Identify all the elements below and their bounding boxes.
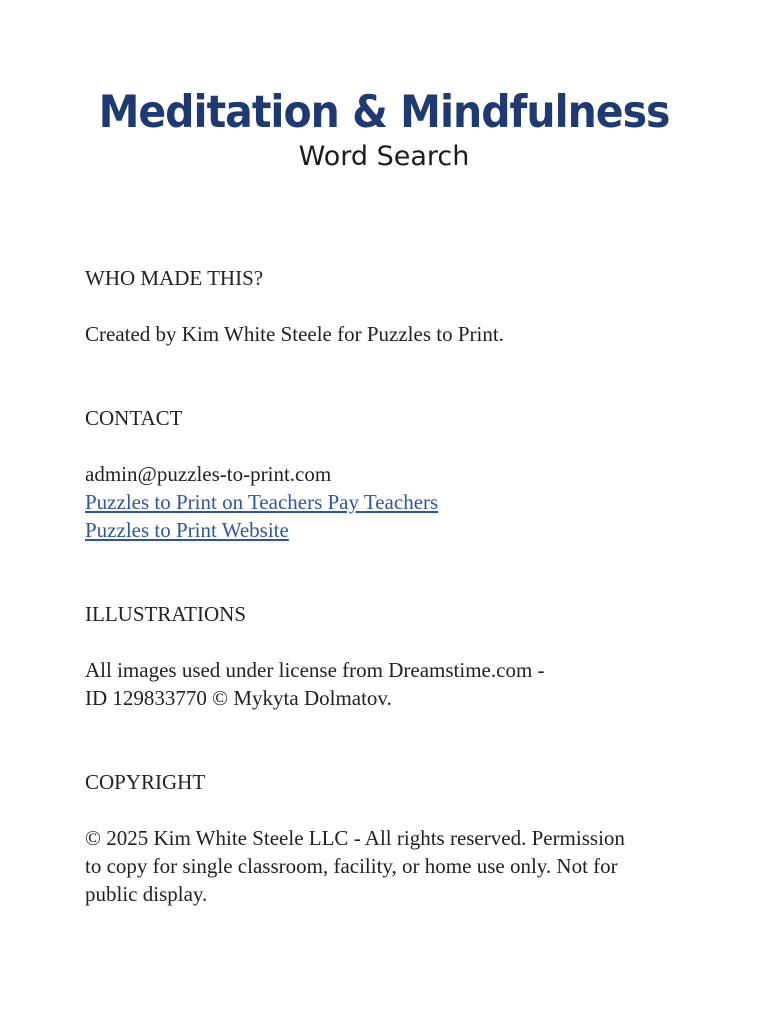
section-who-made-this [85,264,685,348]
contact-email: admin@puzzles-to-print.com [85,462,332,486]
copyright-line-2: to copy for single classroom, facility, or home use only. Not for [85,854,618,878]
section-heading-contact: CONTACT [85,406,183,430]
credit-text: Created by Kim White Steele for Puzzles to Print. [85,322,504,346]
section-illustrations [85,600,685,712]
section-heading-who: WHO MADE THIS? [85,266,264,290]
link-teachers-pay-teachers[interactable]: Puzzles to Print on Teachers Pay Teachers [85,490,439,514]
link-website[interactable]: Puzzles to Print Website [85,518,289,542]
illustrations-line-2: ID 129833770 © Mykyta Dolmatov. [85,686,392,710]
document-body [85,264,685,908]
page-title: Meditation & Mindfulness [98,86,670,138]
copyright-text [85,824,685,908]
section-heading-illustrations: ILLUSTRATIONS [85,602,246,626]
section-heading-copyright: COPYRIGHT [85,770,206,794]
copyright-line-1: © 2025 Kim White Steele LLC - All rights reserved. Permission [85,826,625,850]
page-subtitle: Word Search [298,141,470,172]
contact-block [85,460,685,544]
section-copyright [85,768,685,908]
illustrations-line-1: All images used under license from Dreamstime.com - [85,658,545,682]
section-contact [85,404,685,544]
illustrations-text [85,656,685,712]
copyright-line-3: public display. [85,882,208,906]
